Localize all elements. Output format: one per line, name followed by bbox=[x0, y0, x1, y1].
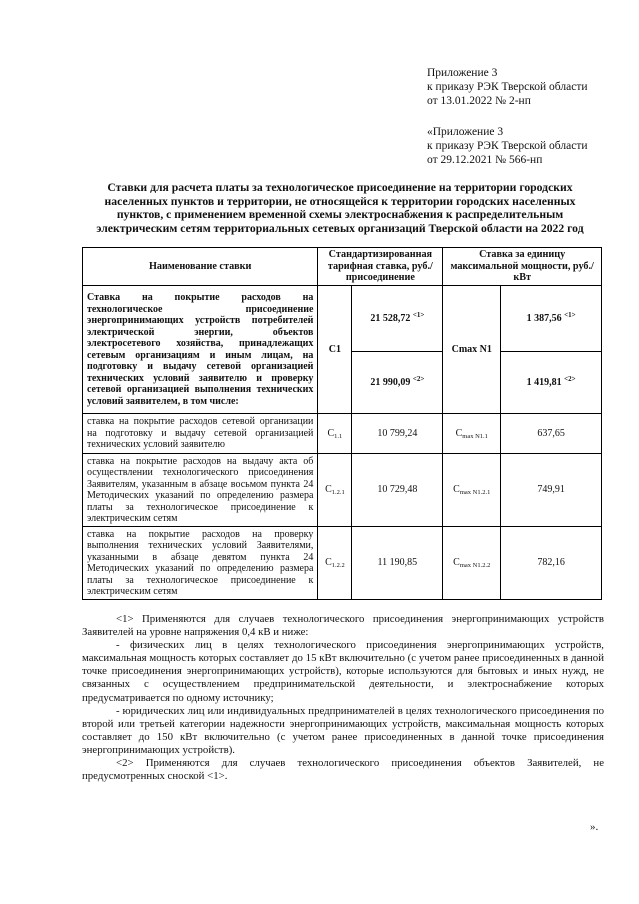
header-unit-rate: Ставка за единицу максимальной мощности, руб./кВт bbox=[443, 248, 602, 286]
footnote-1-item-1: - физических лиц в целях технологического присоединения энергопринимающих устройств, максимальная мощность которых составляет до 15 кВт включительно (с учетом ранее присоединенных в данной точке присоединения энергопринимающих устройств), которые используются для бытовых и иных нужд, не связанных с осуществлением предпринимательской деятельности, и электроснабжение которых предусматривается по одному источнику; bbox=[82, 639, 604, 704]
appendix-line: «Приложение 3 bbox=[427, 126, 504, 138]
appendix-line: от 29.12.2021 № 566-нп bbox=[427, 154, 543, 166]
table-row bbox=[83, 527, 602, 600]
closing-quote: ». bbox=[590, 821, 599, 833]
sub-rate-code: $С_{1.1}$ bbox=[318, 414, 352, 454]
sub-cmax-code: $С_{max N1.2.2}$ bbox=[443, 527, 501, 600]
appendix-line: к приказу РЭК Тверской области bbox=[427, 81, 588, 93]
footnote-1-item-2: - юридических лиц или индивидуальных предпринимателей в целях технологического присоединения по второй или третьей категории надежности энергопринимающих устройств, максимальная мощность которых составляет до 150 кВт включительно (с учетом ранее присоединенных в данной точке присоединения энергопринимающих устройств). bbox=[82, 704, 604, 756]
appendix-header-current bbox=[427, 66, 588, 108]
title-line: населенных пунктов и территории, не относящейся к территории городских населенных bbox=[104, 194, 576, 208]
sub-unit-value: 782,16 bbox=[501, 527, 602, 600]
title-line: электрическим сетям территориальных сетевых организаций Тверской области на 2022 год bbox=[96, 221, 584, 235]
sub-rate-code: $С_{1.2.1}$ bbox=[318, 454, 352, 527]
header-name: Наименование ставки bbox=[83, 248, 318, 286]
sub-rate-name: ставка на покрытие расходов сетевой организации на подготовку и выдачу сетевой организацией технических условий заявителю bbox=[83, 414, 318, 454]
sub-rate-code: $С_{1.2.2}$ bbox=[318, 527, 352, 600]
table-row bbox=[83, 454, 602, 527]
sub-rate-name: ставка на покрытие расходов на выдачу акта об осуществлении технологического присоединения Заявителям, указанным в абзаце восьмом пункта 24 Методических указаний по определению размера платы за технологическое присоединение к электрическим сетям bbox=[83, 454, 318, 527]
sub-rate-name: ставка на покрытие расходов на проверку выполнения технических условий Заявителями, указанными в абзаце девятом пункта 24 Методических указаний по определению размера платы за технологическое присоединение к электрическим сетям bbox=[83, 527, 318, 600]
rates-table bbox=[82, 247, 602, 600]
sub-rate-value: 11 190,85 bbox=[352, 527, 443, 600]
appendix-line: Приложение 3 bbox=[427, 67, 498, 79]
appendix-line: от 13.01.2022 № 2-нп bbox=[427, 95, 531, 107]
main-cmax-code: Сmax N1 bbox=[443, 286, 501, 414]
title-line: пунктов, с применением временной схемы электроснабжения к распределительным bbox=[116, 208, 564, 222]
sub-unit-value: 749,91 bbox=[501, 454, 602, 527]
sub-rate-value: 10 729,48 bbox=[352, 454, 443, 527]
table-row-main-1 bbox=[83, 286, 602, 352]
sub-rate-value: 10 799,24 bbox=[352, 414, 443, 454]
table-row bbox=[83, 414, 602, 454]
header-standard-rate: Стандартизированная тарифная ставка, руб./присоединение bbox=[318, 248, 443, 286]
table-header-row bbox=[83, 248, 602, 286]
document-title bbox=[80, 181, 600, 235]
appendix-line: к приказу РЭК Тверской области bbox=[427, 140, 588, 152]
main-rate-code: С1 bbox=[318, 286, 352, 414]
footnote-2: <2> Применяются для случаев технологического присоединения объектов Заявителей, не предусмотренных сноской <1>. bbox=[82, 757, 604, 783]
footnote-1-intro: <1> Применяются для случаев технологического присоединения энергопринимающих устройств Заявителей на уровне напряжения 0,4 кВ и ниже: bbox=[82, 613, 604, 639]
main-unit-value-1: 1 387,56 $^{<1>}$ bbox=[501, 286, 602, 352]
appendix-header-previous bbox=[427, 125, 588, 167]
main-rate-value-1: 21 528,72 $^{<1>}$ bbox=[352, 286, 443, 352]
main-rate-name: Ставка на покрытие расходов на технологическое присоединение энергопринимающих устройств потребителей электрической энергии, объектов электросетевого хозяйства, принадлежащих сетевым организациям и иным лицам, на подготовку и выдачу сетевой организацией технических условий заявителю и проверку сетевой организацией выполнения технических условий заявителем, в том числе: bbox=[83, 286, 318, 414]
title-line: Ставки для расчета платы за технологическое присоединение на территории городских bbox=[107, 181, 573, 194]
sub-cmax-code: $С_{max N1.2.1}$ bbox=[443, 454, 501, 527]
sub-unit-value: 637,65 bbox=[501, 414, 602, 454]
main-rate-value-2: 21 990,09 $^{<2>}$ bbox=[352, 352, 443, 414]
main-unit-value-2: 1 419,81 $^{<2>}$ bbox=[501, 352, 602, 414]
sub-cmax-code: $С_{max N1.1}$ bbox=[443, 414, 501, 454]
footnotes bbox=[82, 613, 604, 783]
